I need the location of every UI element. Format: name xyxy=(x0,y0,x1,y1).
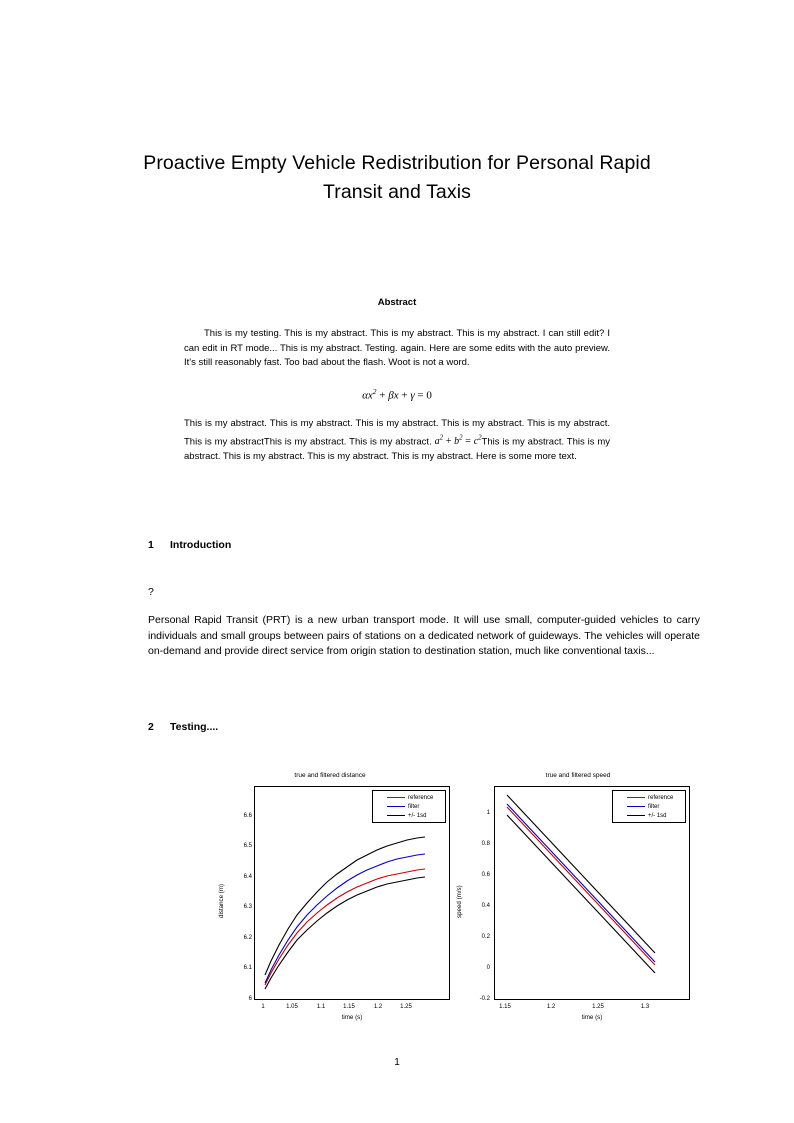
page-number: 1 xyxy=(394,1057,400,1068)
ytick-distance-2: 6.2 xyxy=(243,935,252,941)
xtick-distance-4: 1.2 xyxy=(373,1004,383,1010)
legend-line-reference-speed xyxy=(627,797,645,798)
ytick-speed-1: 0 xyxy=(486,965,490,971)
xtick-distance-3: 1.15 xyxy=(343,1004,355,1010)
ytick-distance-6: 6.6 xyxy=(243,813,252,819)
abstract-paragraph-2a: This is my abstract. This is my abstract. This is my abstract. This is my abstract. This is my abstract. This is my abstractThis is my abstract. This is my abstract. xyxy=(184,418,610,447)
ytick-speed-6: 1 xyxy=(486,810,490,816)
figure-speed xyxy=(448,768,708,1030)
ylabel-speed: speed (m/s) xyxy=(456,885,463,918)
figure-speed-legend xyxy=(612,790,686,823)
section-1-heading xyxy=(148,539,231,551)
legend-label-sd-speed: +/- 1sd xyxy=(648,812,667,819)
legend-item-reference-speed xyxy=(616,793,682,802)
ytick-distance-0: 6 xyxy=(248,996,252,1002)
section-2-title: Testing.... xyxy=(170,721,219,733)
section-1-number: 1 xyxy=(148,539,154,551)
legend-item-sd-speed xyxy=(616,811,682,820)
section-1-citation: ? xyxy=(148,586,154,598)
ytick-speed-5: 0.8 xyxy=(481,841,490,847)
abstract-body xyxy=(184,327,610,464)
abstract-paragraph-1: This is my testing. This is my abstract. This is my abstract. This is my abstract. I can still edit? I can edit in RT mode... This is my abstract. Testing. again. Here are some edits with the auto preview. It's still reasonably fast. Too bad about the flash. Woot is not a word. xyxy=(184,328,610,369)
section-1-body: Personal Rapid Transit (PRT) is a new urban transport mode. It will use small, computer-guided vehicles to carry individuals and small groups between pairs of stations on a dedicated network of guideways. The vehicles will operate on-demand and provide direct service from origin station to destination station, much like conventional taxis... xyxy=(148,614,700,658)
xlabel-speed: time (s) xyxy=(581,1014,603,1021)
figure-speed-axes xyxy=(494,786,690,1000)
xtick-speed-3: 1.3 xyxy=(640,1004,650,1010)
xtick-distance-5: 1.25 xyxy=(400,1004,412,1010)
abstract-inline-equation: $a^2 + b^2 = c^2$ xyxy=(434,434,482,447)
legend-label-reference: reference xyxy=(408,794,434,801)
legend-item-filter xyxy=(376,802,442,811)
ytick-distance-1: 6.1 xyxy=(243,965,252,971)
xtick-speed-0: 1.15 xyxy=(499,1004,511,1010)
xtick-distance-1: 1.05 xyxy=(286,1004,298,1010)
legend-label-reference-speed: reference xyxy=(648,794,674,801)
legend-line-filter-speed xyxy=(627,806,645,807)
xtick-distance-2: 1.1 xyxy=(316,1004,326,1010)
legend-item-reference xyxy=(376,793,442,802)
abstract-paragraph-2b: This is my abstract. This is my abstract. This is my abstract. This is my abstract. This is my abstract. Here is some more text. xyxy=(184,435,611,462)
figure-row xyxy=(148,768,700,1038)
legend-line-filter xyxy=(387,806,405,807)
figure-speed-title: true and filtered speed xyxy=(545,772,611,779)
legend-label-filter-speed: filter xyxy=(648,803,660,810)
section-1-title: Introduction xyxy=(170,539,232,551)
ytick-speed-2: 0.2 xyxy=(481,934,490,940)
legend-item-sd xyxy=(376,811,442,820)
ytick-distance-3: 6.3 xyxy=(243,904,252,910)
figure-distance xyxy=(200,768,460,1030)
ytick-speed-0: -0.2 xyxy=(479,996,490,1002)
figure-distance-axes xyxy=(254,786,450,1000)
abstract-heading: Abstract xyxy=(377,297,417,308)
section-2-heading xyxy=(148,721,218,733)
xtick-speed-2: 1.25 xyxy=(592,1004,604,1010)
section-2-number: 2 xyxy=(148,721,154,733)
legend-item-filter-speed xyxy=(616,802,682,811)
ytick-distance-4: 6.4 xyxy=(243,874,252,880)
page-title: Proactive Empty Vehicle Redistribution for Personal Rapid Transit and Taxis xyxy=(143,152,651,204)
figure-distance-title: true and filtered distance xyxy=(294,772,366,779)
xtick-speed-1: 1.2 xyxy=(546,1004,556,1010)
xtick-distance-0: 1 xyxy=(261,1004,265,1010)
legend-label-filter: filter xyxy=(408,803,420,810)
xlabel-distance: time (s) xyxy=(341,1014,363,1021)
legend-label-sd: +/- 1sd xyxy=(408,812,427,819)
legend-line-sd xyxy=(387,815,405,816)
ytick-speed-4: 0.6 xyxy=(481,872,490,878)
ytick-distance-5: 6.5 xyxy=(243,843,252,849)
ytick-speed-3: 0.4 xyxy=(481,903,490,909)
abstract-paragraph-2 xyxy=(184,417,610,464)
figure-distance-legend xyxy=(372,790,446,823)
legend-line-sd-speed xyxy=(627,815,645,816)
legend-line-reference xyxy=(387,797,405,798)
ylabel-distance: distance (m) xyxy=(218,883,225,918)
abstract-display-equation: $\alpha x^2 + \beta x + \gamma = 0$ xyxy=(362,386,432,402)
